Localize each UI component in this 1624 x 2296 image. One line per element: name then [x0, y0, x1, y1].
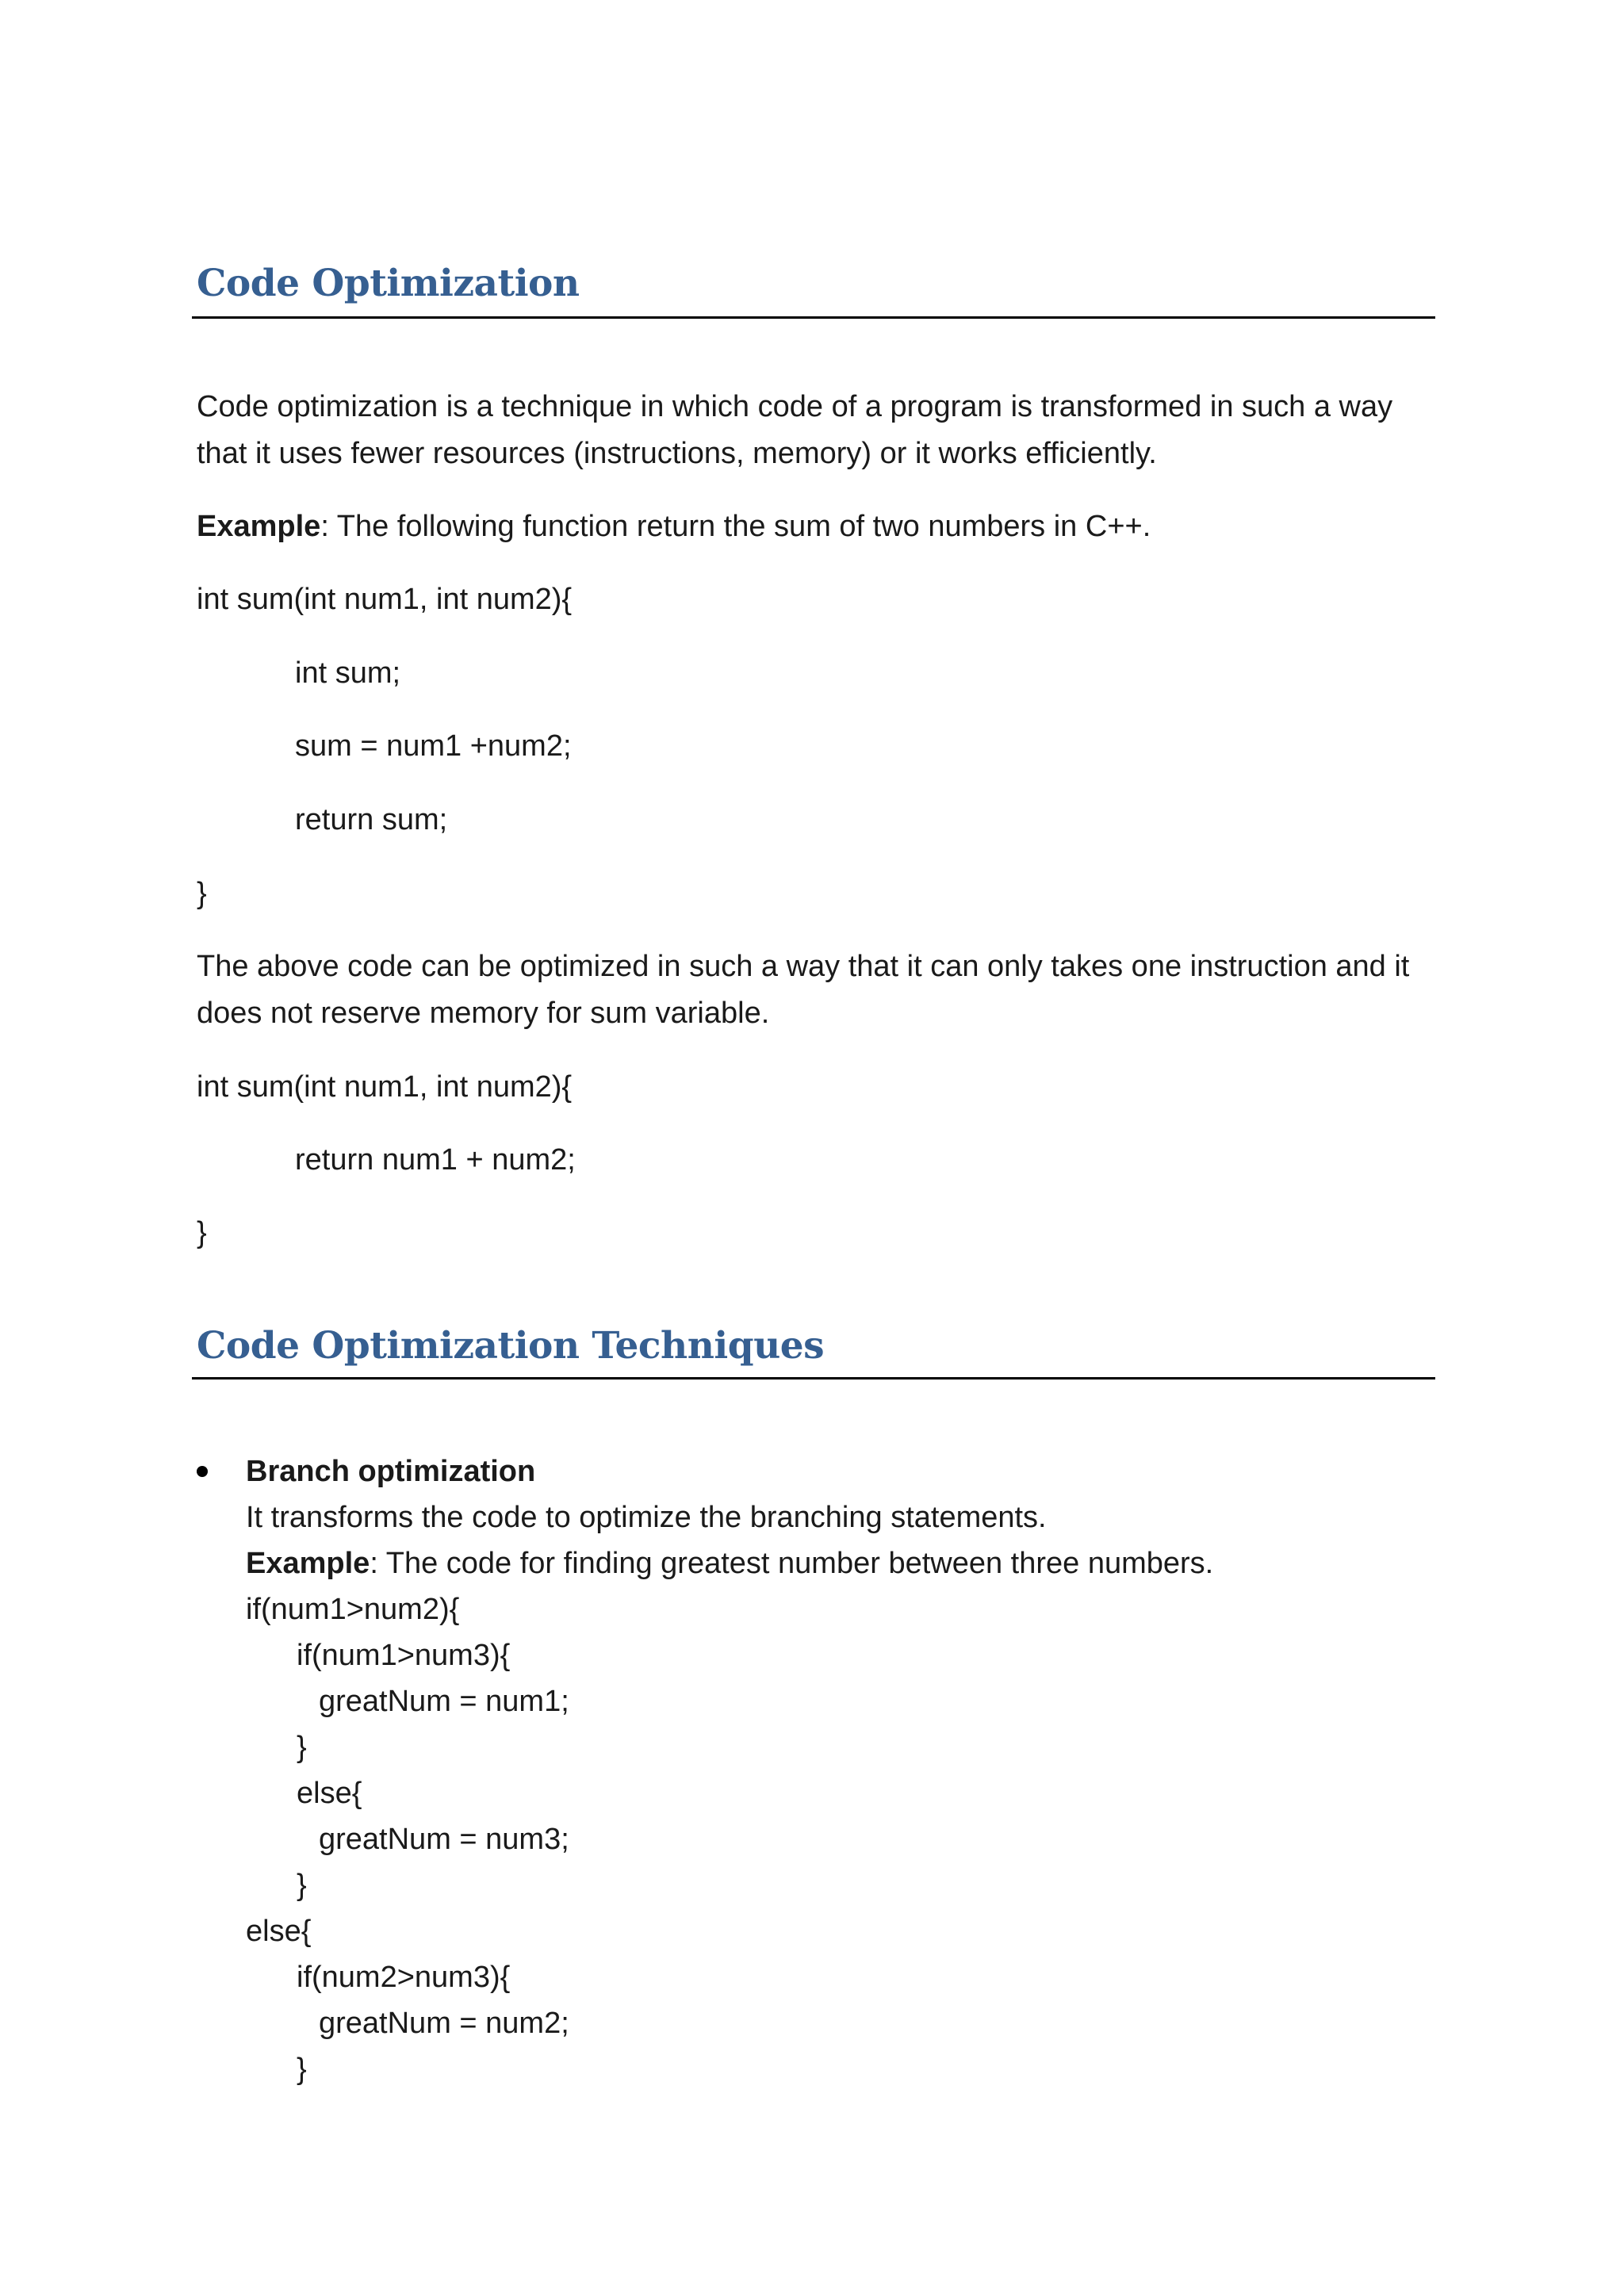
example-line [197, 508, 1151, 545]
bullet-description: It transforms the code to optimize the branching statements. [246, 1501, 1047, 1534]
code-line: } [297, 1869, 307, 1902]
code-line: } [297, 1731, 307, 1764]
code-line: greatNum = num3; [319, 1823, 569, 1856]
code-line: int sum; [295, 656, 401, 690]
example-label: Example [246, 1547, 370, 1580]
code-line: if(num2>num3){ [297, 1961, 511, 1994]
code-line: } [297, 2053, 307, 2086]
code-line: sum = num1 +num2; [295, 729, 572, 763]
code-line: int sum(int num1, int num2){ [197, 1070, 573, 1104]
paragraph-line: that it uses fewer resources (instructions, memory) or it works efficiently. [197, 437, 1157, 470]
bullet-icon [197, 1466, 208, 1477]
heading-underline [192, 316, 1435, 319]
code-line: } [197, 877, 207, 910]
code-line: else{ [246, 1915, 312, 1948]
code-line: greatNum = num1; [319, 1685, 569, 1718]
section-heading-code-optimization: Code Optimization [197, 262, 580, 305]
code-line: if(num1>num3){ [297, 1639, 511, 1672]
code-line: if(num1>num2){ [246, 1593, 460, 1626]
bullet-title: Branch optimization [246, 1455, 536, 1488]
code-line: greatNum = num2; [319, 2007, 569, 2040]
code-line: } [197, 1216, 207, 1249]
paragraph-line: does not reserve memory for sum variable. [197, 997, 770, 1030]
example-label: Example [197, 510, 321, 543]
paragraph-line: The above code can be optimized in such a way that it can only takes one instruction and it [197, 950, 1410, 983]
example-text: : The code for finding greatest number between three numbers. [370, 1547, 1214, 1580]
heading-underline [192, 1377, 1435, 1380]
code-line: return sum; [295, 803, 448, 836]
example-text: : The following function return the sum of two numbers in C++. [320, 510, 1151, 543]
code-line: else{ [297, 1777, 362, 1810]
example-line [246, 1545, 1213, 1582]
paragraph-line: Code optimization is a technique in which code of a program is transformed in such a way [197, 390, 1393, 423]
code-line: return num1 + num2; [295, 1143, 576, 1177]
section-heading-techniques: Code Optimization Techniques [197, 1324, 825, 1368]
code-line: int sum(int num1, int num2){ [197, 583, 573, 616]
